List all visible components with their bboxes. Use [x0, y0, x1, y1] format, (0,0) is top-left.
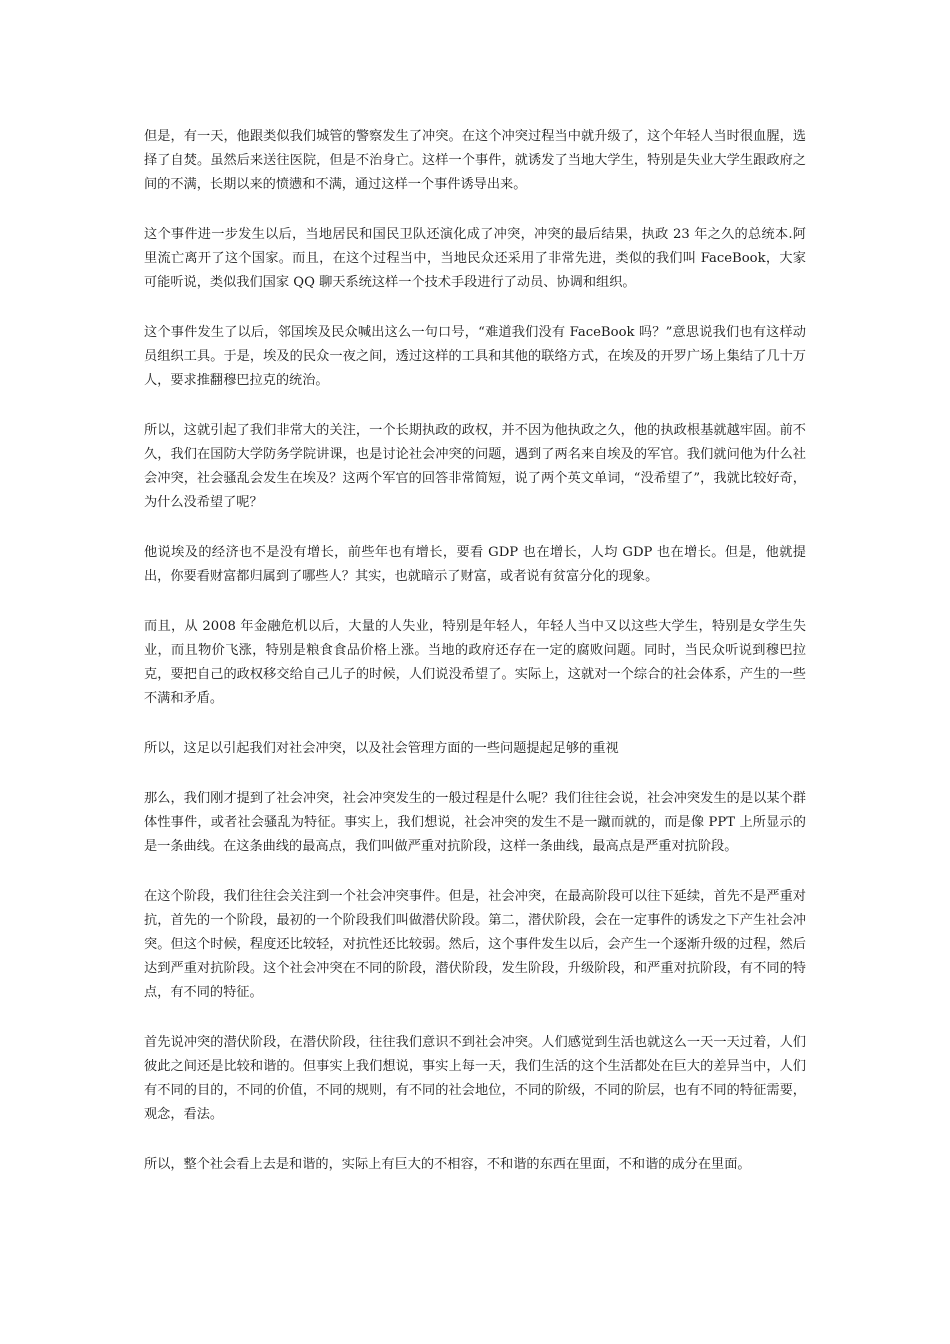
paragraph: 在这个阶段，我们往往会关注到一个社会冲突事件。但是，社会冲突，在最高阶段可以往下延续，首先不是严重对抗，首先的一个阶段，最初的一个阶段我们叫做潜伏阶段。第二，潜伏阶段，会在一定事件的诱发之下产生社会冲突。但这个时候，程度还比较轻，对抗性还比较弱。然后，这个事件发生以后，会产生一个逐渐升级的过程，然后达到严重对抗阶段。这个社会冲突在不同的阶段，潜伏阶段，发生阶段，升级阶段，和严重对抗阶段，有不同的特点，有不同的特征。 [144, 889, 806, 1000]
paragraph: 首先说冲突的潜伏阶段，在潜伏阶段，往往我们意识不到社会冲突。人们感觉到生活也就这么一天一天过着，人们彼此之间还是比较和谐的。但事实上我们想说，事实上每一天，我们生活的这个生活都处在巨大的差异当中，人们有不同的目的，不同的价值，不同的规则，有不同的社会地位，不同的阶级，不同的阶层，也有不同的特征需要，观念，看法。 [144, 1035, 806, 1122]
paragraph: 他说埃及的经济也不是没有增长，前些年也有增长，要看 GDP 也在增长，人均 GDP 也在增长。但是，他就提出，你要看财富都归属到了哪些人？其实，也就暗示了财富，或者说有贫富分化的现象。 [144, 545, 806, 584]
document-body [144, 125, 806, 1203]
paragraph: 所以，这就引起了我们非常大的关注，一个长期执政的政权，并不因为他执政之久，他的执政根基就越牢固。前不久，我们在国防大学防务学院讲课，也是讨论社会冲突的问题，遇到了两名来自埃及的军官。我们就问他为什么社会冲突，社会骚乱会发生在埃及？这两个军官的回答非常简短，说了两个英文单词，“没希望了”，我就比较好奇，为什么没希望了呢？ [144, 423, 806, 510]
paragraph: 这个事件进一步发生以后，当地居民和国民卫队还演化成了冲突，冲突的最后结果，执政 23 年之久的总统本.阿里流亡离开了这个国家。而且，在这个过程当中，当地民众还采用了非常先进，类似的我们叫 FaceBook，大家可能听说，类似我们国家 QQ 聊天系统这样一个技术手段进行了动员、协调和组织。 [144, 227, 806, 290]
paragraph: 但是，有一天，他跟类似我们城管的警察发生了冲突。在这个冲突过程当中就升级了，这个年轻人当时很血腥，选择了自焚。虽然后来送往医院，但是不治身亡。这样一个事件，就诱发了当地大学生，特别是失业大学生跟政府之间的不满，长期以来的愤懑和不满，通过这样一个事件诱导出来。 [144, 129, 806, 192]
paragraph: 所以，整个社会看上去是和谐的，实际上有巨大的不相容，不和谐的东西在里面，不和谐的成分在里面。 [144, 1157, 751, 1172]
paragraph: 这个事件发生了以后，邻国埃及民众喊出这么一句口号，“难道我们没有 FaceBook 吗？”意思说我们也有这样动员组织工具。于是，埃及的民众一夜之间，透过这样的工具和其他的联络方式，在埃及的开罗广场上集结了几十万人，要求推翻穆巴拉克的统治。 [144, 325, 806, 388]
paragraph: 所以，这足以引起我们对社会冲突，以及社会管理方面的一些问题提起足够的重视 [144, 741, 619, 756]
paragraph: 那么，我们刚才提到了社会冲突，社会冲突发生的一般过程是什么呢？我们往往会说，社会冲突发生的是以某个群体性事件，或者社会骚乱为特征。事实上，我们想说，社会冲突的发生不是一蹴而就的，而是像 PPT 上所显示的是一条曲线。在这条曲线的最高点，我们叫做严重对抗阶段，这样一条曲线，最高点是严重对抗阶段。 [144, 791, 806, 854]
paragraph: 而且，从 2008 年金融危机以后，大量的人失业，特别是年轻人，年轻人当中又以这些大学生，特别是女学生失业，而且物价飞涨，特别是粮食食品价格上涨。当地的政府还存在一定的腐败问题。同时，当民众听说到穆巴拉克，要把自己的政权移交给自己儿子的时候，人们说没希望了。实际上，这就对一个综合的社会体系，产生的一些不满和矛盾。 [144, 619, 806, 706]
